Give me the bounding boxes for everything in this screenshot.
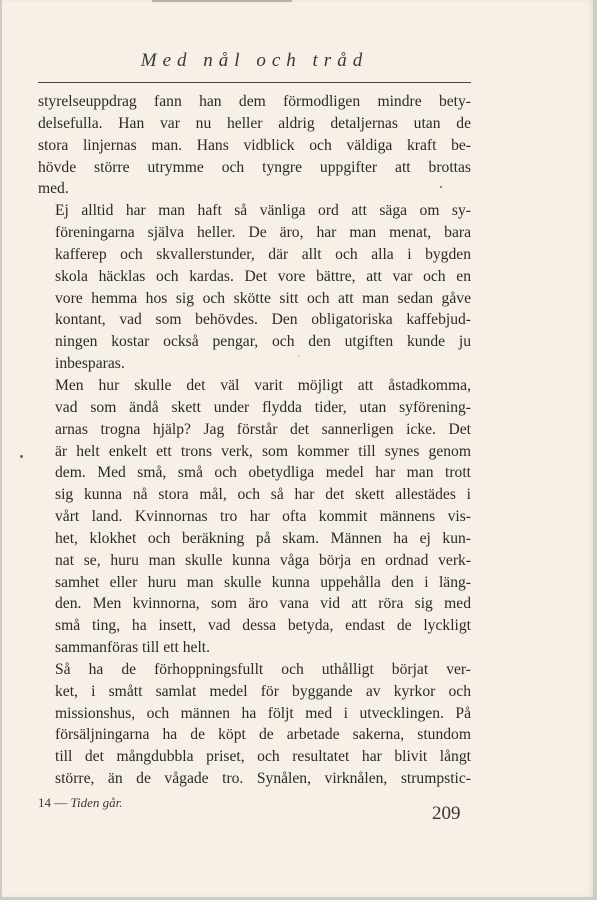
- text-line: föreningarna själva heller. De äro, har man menat, bara: [55, 224, 471, 242]
- text-line: skola häcklas och kardas. Det vore bättre, att var och en: [55, 267, 471, 285]
- text-line: nat se, huru man skulle kunna våga börja en ordnad verk-: [55, 551, 471, 569]
- paragraph: [38, 200, 471, 375]
- text-line: ningen kostar också pengar, och den utgiften kunde ju: [55, 333, 471, 351]
- running-head: Med nål och tråd: [140, 50, 369, 71]
- text-line: Ej alltid har man haft så vänliga ord att säga om sy-: [55, 202, 471, 220]
- text-line: ket, i smått samlat medel för byggande av kyrkor och: [55, 682, 471, 700]
- book-title: Tiden går.: [70, 795, 123, 810]
- text-line: Så ha de förhoppningsfullt och uthålligt börjat ver-: [55, 660, 471, 678]
- text-line: het, klokhet och beräkning på skam. Männen ha ej kun-: [55, 529, 471, 547]
- text-line: små ting, ha insett, vad dessa betyda, endast de lyckligt: [55, 617, 471, 635]
- text-line: är helt enkelt ett trons verk, som kommer till synes genom: [55, 442, 471, 460]
- text-line: stora linjernas man. Hans vidblick och väldiga kraft be-: [38, 136, 471, 154]
- text-line: kontant, vad som behövdes. Den obligatoriska kaffebjud-: [55, 311, 471, 329]
- paragraph: [38, 91, 471, 200]
- text-line: delsefulla. Han var nu heller aldrig detaljernas utan de: [38, 114, 471, 132]
- signature-mark: 14 —: [38, 795, 71, 810]
- header-rule: [38, 82, 471, 83]
- text-line: arnas trogna hjälp? Jag förstår det sannerligen icke. Det: [55, 420, 471, 438]
- paragraph: [38, 375, 471, 659]
- text-line: den. Men kvinnorna, som äro vana vid att röra sig med: [55, 595, 471, 613]
- page-number: 209: [432, 803, 461, 824]
- body-text: [38, 91, 471, 790]
- text-line: sig kunna nå stora mål, och så har det skett allestädes i: [55, 486, 471, 504]
- footer-signature: [38, 795, 123, 811]
- paper-speck: [20, 455, 23, 458]
- text-line: kafferep och skvallerstunder, där allt och alla i bygden: [55, 245, 471, 263]
- text-line: hövde större utrymme och tyngre uppgifter att brottas: [38, 158, 471, 176]
- paragraph: [38, 659, 471, 790]
- text-line: större, än de vågade tro. Synålen, virknålen, strumpstic-: [55, 770, 471, 788]
- text-line: sammanföras till ett helt.: [55, 639, 211, 657]
- book-page: [2, 0, 593, 897]
- text-line: vore hemma hos sig och skötte sitt och att man sedan gåve: [55, 289, 471, 307]
- text-line: till det mångdubbla priset, och resultatet har blivit långt: [55, 748, 471, 766]
- paper-speck: [440, 186, 442, 188]
- text-line: vad som ändå skett under flydda tider, utan syförening-: [55, 398, 471, 416]
- text-line: missionshus, och männen ha följt med i utvecklingen. På: [55, 704, 471, 722]
- text-line: Men hur skulle det väl varit möjligt att åstadkomma,: [55, 376, 471, 394]
- text-line: inbesparas.: [55, 355, 125, 373]
- text-line: med.: [38, 180, 69, 198]
- text-line: dem. Med små, små och obetydliga medel har man trott: [55, 464, 471, 482]
- paper-speck: [298, 355, 300, 357]
- text-line: styrelseuppdrag fann han dem förmodligen mindre bety-: [38, 93, 471, 110]
- page-edge-mark: [152, 0, 292, 2]
- text-line: samhet eller huru man skulle kunna uppehålla den i läng-: [55, 573, 471, 591]
- text-line: försäljningarna ha de köpt de arbetade sakerna, stundom: [55, 726, 471, 744]
- text-line: vårt land. Kvinnornas tro har ofta kommit männens vis-: [55, 508, 471, 526]
